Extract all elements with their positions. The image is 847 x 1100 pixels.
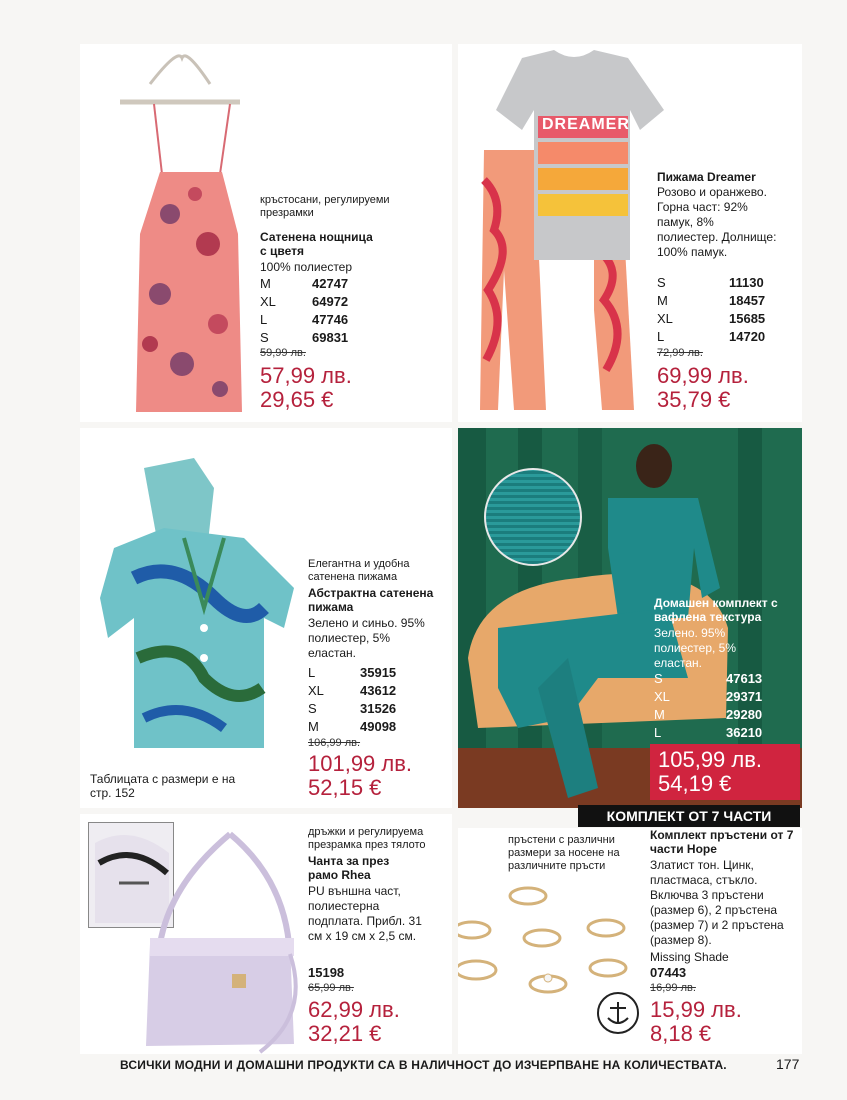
rings-desc: Златист тон. Цинк, пластмаса, стъкло. Включва 3 пръстени (размер 6), 2 пръстена (размер 7) и 2 пръстена (размер 8). [650,858,784,947]
size-row: XL 29371 [654,689,763,704]
nightgown-note: кръстосани, регулируеми презрамки [260,194,390,219]
rings-shade: Missing Shade [650,950,729,964]
lounge-set-size-codes [654,670,762,742]
product-hope-rings [458,828,802,1054]
size-row: XL 15685 [657,311,766,326]
nightgown-size-codes [260,275,348,347]
size-row: S 11130 [657,275,764,290]
nightgown-price-bgn: 57,99 лв. [260,363,352,388]
lounge-set-price-box [650,744,800,800]
page-number: 177 [776,1056,800,1072]
abstract-size-codes [308,664,396,736]
rings-image [458,878,658,1054]
dreamer-desc: Розово и оранжево. Горна част: 92% памук, 8% полиестер. Долнище: 100% памук. [657,185,777,259]
availability-footer: ВСИЧКИ МОДНИ И ДОМАШНИ ПРОДУКТИ СА В НАЛИЧНОСТ ДО ИЗЧЕРПВАНЕ НА КОЛИЧЕСТВАТА. [120,1058,727,1072]
rings-price-bgn: 15,99 лв. [650,997,742,1022]
size-row: L 35915 [308,665,397,680]
lounge-set-title: Домашен комплект с вафлена текстура [654,596,778,624]
size-row: S 31526 [308,701,397,716]
rings-old-price: 16,99 лв. [650,982,696,994]
product-dreamer-pyjama [458,44,802,422]
lounge-set-price-bgn: 105,99 лв. [658,747,763,772]
bag-image [140,824,300,1054]
nightgown-price-eur: 29,65 € [260,387,334,412]
bag-code: 15198 [308,965,345,980]
size-row: M 29280 [654,707,763,722]
bag-price-bgn: 62,99 лв. [308,997,400,1022]
rings-code: 07443 [650,965,687,980]
bag-price-eur: 32,21 € [308,1021,382,1046]
product-waffle-lounge-set [458,428,802,808]
size-row: M 49098 [308,719,397,734]
rings-price-eur: 8,18 € [650,1021,712,1046]
abstract-note: Елегантна и удобна сатенена пижама [308,558,410,583]
dreamer-size-codes [657,274,765,346]
size-row: S 47613 [654,671,763,686]
bag-title: Чанта за през рамо Rhea [308,854,390,882]
size-row: L 14720 [657,329,766,344]
size-row: L 47746 [260,312,349,327]
size-row: S 69831 [260,330,349,345]
bag-old-price: 65,99 лв. [308,982,354,994]
bag-desc: PU външна част, полиестерна подплата. Прибл. 31 см х 19 см х 2,5 см. [308,884,422,943]
abstract-desc: Зелено и синьо. 95% полиестер, 5% еластан. [308,616,425,660]
abstract-pyjama-image [94,458,304,758]
size-chart-note: Таблицата с размери е на стр. 152 [90,772,236,800]
lounge-set-desc: Зелено. 95% полиестер, 5% еластан. [654,626,737,670]
nightgown-material: 100% полиестер [260,260,353,274]
lounge-set-price-eur: 54,19 € [658,771,732,796]
product-floral-nightgown [80,44,452,422]
waffle-texture-swatch [484,468,582,566]
dreamer-tee-print: DREAMER [542,116,630,133]
dreamer-price-bgn: 69,99 лв. [657,363,749,388]
nightgown-title: Сатенена нощница с цветя [260,230,373,258]
abstract-price-bgn: 101,99 лв. [308,751,413,776]
dreamer-pyjama-image [474,50,674,420]
size-row: XL 43612 [308,683,397,698]
nightgown-old-price: 59,99 лв. [260,347,306,359]
abstract-title: Абстрактна сатенена пижама [308,586,434,614]
product-rhea-bag [80,814,452,1054]
rings-title: Комплект пръстени от 7 части Hope [650,828,794,856]
rings-note: пръстени с различни размери за носене на различните пръсти [508,834,620,872]
product-abstract-satin-pyjama [80,428,452,808]
dreamer-old-price: 72,99 лв. [657,347,703,359]
seven-piece-banner: КОМПЛЕКТ ОТ 7 ЧАСТИ [578,805,800,827]
size-row: XL 64972 [260,294,349,309]
dreamer-price-eur: 35,79 € [657,387,731,412]
size-row: M 42747 [260,276,349,291]
size-row: L 36210 [654,725,763,740]
bag-note: дръжки и регулируема презрамка през тялото [308,826,426,851]
abstract-price-eur: 52,15 € [308,775,382,800]
dreamer-title: Пижама Dreamer [657,170,756,184]
nightgown-image [90,44,270,422]
size-row: M 18457 [657,293,766,308]
abstract-old-price: 106,99 лв. [308,737,361,749]
